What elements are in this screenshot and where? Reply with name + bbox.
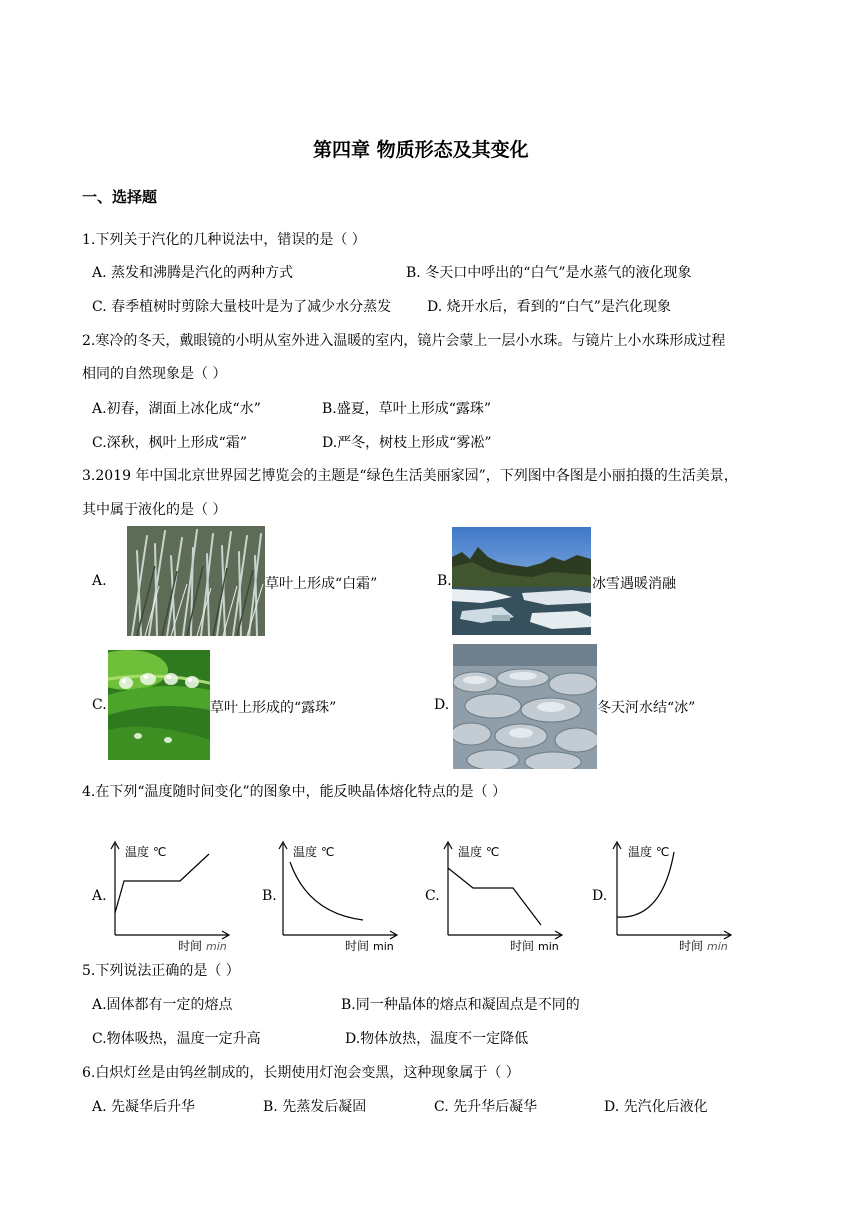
graph-d-unit: min [707,940,728,953]
graph-c-unit: min [538,940,559,953]
question-5-option-d[interactable]: D.物体放热，温度不一定降低 [345,1031,529,1047]
question-4-option-b-letter[interactable]: B. [262,888,277,904]
question-3-stem-line2: 其中属于液化的是（ ） [82,502,227,518]
question-1-option-c[interactable]: C. 春季植树时剪除大量枝叶是为了减少水分蒸发 [92,299,392,315]
graph-c-ylabel: 温度 ℃ [458,845,500,859]
dew-drops-photo[interactable] [108,650,210,760]
question-1-option-d[interactable]: D. 烧开水后，看到的“白气”是汽化现象 [427,299,671,315]
question-3-option-a-letter[interactable]: A. [92,573,107,589]
question-3-option-a-caption: 草叶上形成“白霜” [265,576,378,592]
question-3-option-d-caption: 冬天河水结“冰” [597,700,696,716]
question-3-stem-line1: 3.2019 年中国北京世界园艺博览会的主题是“绿色生活美丽家园”，下列图中各图是小丽拍摄的生活美景， [82,468,738,484]
question-5-option-b[interactable]: B.同一种晶体的熔点和凝固点是不同的 [341,997,580,1013]
question-2-option-c[interactable]: C.深秋，枫叶上形成“霜” [92,435,247,451]
graph-a-ylabel: 温度 ℃ [125,845,167,859]
graph-b-ylabel: 温度 ℃ [293,845,335,859]
graph-a-xlabel: 时间 [178,939,203,953]
question-5-stem: 5.下列说法正确的是（ ） [82,963,240,979]
question-3-option-b-letter[interactable]: B. [437,573,452,589]
graph-b-xlabel: 时间 [345,939,370,953]
graph-c[interactable] [433,838,568,953]
question-3-option-c-letter[interactable]: C. [92,697,107,713]
question-2-option-a[interactable]: A.初春，湖面上冰化成“水” [92,401,261,417]
question-1-option-a[interactable]: A. 蒸发和沸腾是汽化的两种方式 [92,265,294,281]
graph-d[interactable] [602,838,737,953]
graph-b[interactable] [268,838,403,953]
graph-a[interactable] [100,838,235,953]
question-6-option-c[interactable]: C. 先升华后凝华 [434,1099,538,1115]
question-3-option-d-letter[interactable]: D. [434,697,450,713]
question-2-stem-line2: 相同的自然现象是（ ） [82,366,227,382]
question-6-stem: 6.白炽灯丝是由钨丝制成的，长期使用灯泡会变黑，这种现象属于（ ） [82,1065,520,1081]
question-3-option-c-caption: 草叶上形成的“露珠” [210,700,337,716]
question-1-option-b[interactable]: B. 冬天口中呼出的“白气”是水蒸气的液化现象 [406,265,692,281]
question-3-option-b-caption: 冰雪遇暖消融 [592,576,676,592]
question-5-option-a[interactable]: A.固体都有一定的熔点 [92,997,233,1013]
question-1-stem: 1.下列关于汽化的几种说法中，错误的是（ ） [82,232,366,248]
section-heading: 一、选择题 [82,188,158,206]
question-6-option-b[interactable]: B. 先蒸发后凝固 [263,1099,367,1115]
frost-grass-photo[interactable] [127,526,265,636]
question-2-option-d[interactable]: D.严冬，树枝上形成“雾凇” [322,435,492,451]
question-2-stem-line1: 2.寒冷的冬天，戴眼镜的小明从室外进入温暖的室内，镜片会蒙上一层小水珠。与镜片上小水珠形成过程 [82,333,726,349]
question-4-option-a-letter[interactable]: A. [92,888,107,904]
question-5-option-c[interactable]: C.物体吸热，温度一定升高 [92,1031,261,1047]
question-4-stem: 4.在下列“温度随时间变化”的图象中，能反映晶体熔化特点的是（ ） [82,784,507,800]
question-6-option-a[interactable]: A. 先凝华后升华 [92,1099,196,1115]
graph-d-ylabel: 温度 ℃ [628,845,670,859]
snow-melting-photo[interactable] [452,527,591,635]
graph-b-unit: min [373,940,394,953]
question-4-option-d-letter[interactable]: D. [592,888,608,904]
frozen-river-photo[interactable] [453,644,597,769]
page-title: 第四章 物质形态及其变化 [313,139,529,161]
graph-c-xlabel: 时间 [510,939,535,953]
graph-a-unit: min [206,940,227,953]
question-2-option-b[interactable]: B.盛夏，草叶上形成“露珠” [322,401,492,417]
question-6-option-d[interactable]: D. 先汽化后液化 [604,1099,708,1115]
question-4-option-c-letter[interactable]: C. [425,888,440,904]
graph-d-xlabel: 时间 [679,939,704,953]
